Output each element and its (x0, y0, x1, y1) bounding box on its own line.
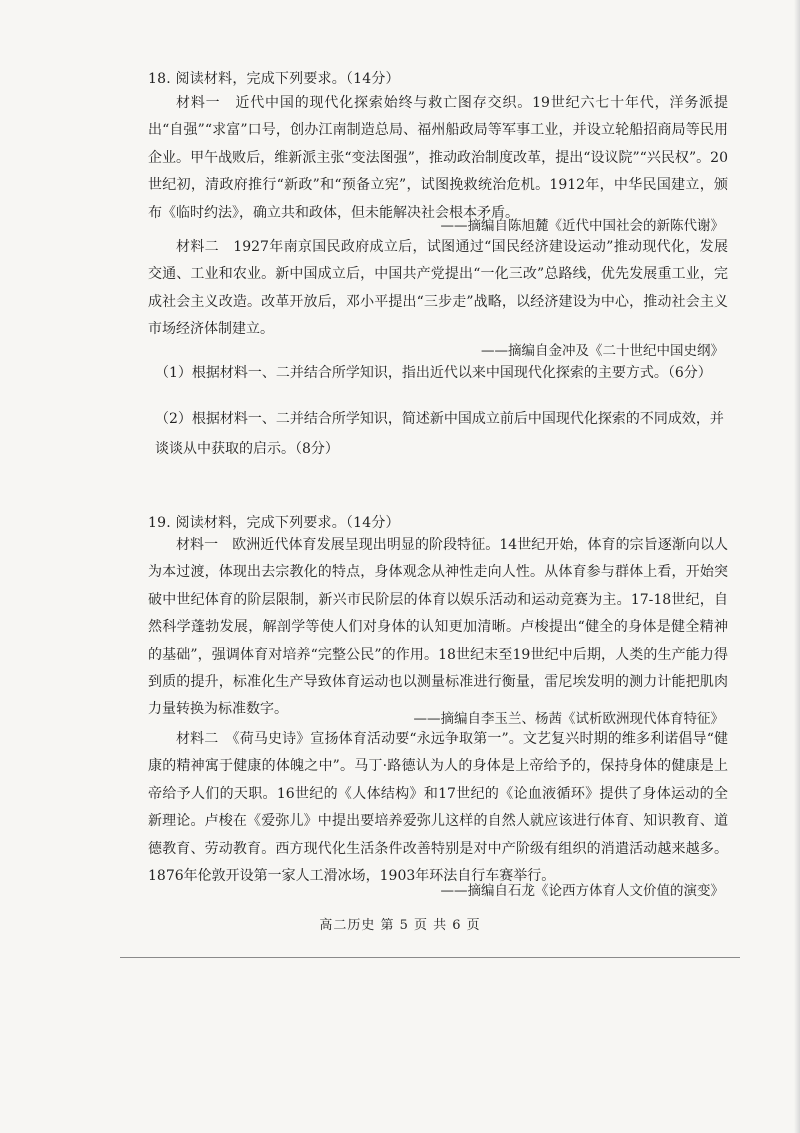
q19-material-1: 材料一 欧洲近代体育发展呈现出明显的阶段特征。14世纪开始，体育的宗旨逐渐向以人为本过渡，体现出去宗教化的特点，身体观念从神性走向人性。从体育参与群体上看，开始突破中世纪体育的阶层限制，新兴市民阶层的体育以娱乐活动和运动竞赛为主。17-18世纪，自然科学蓬勃发展，解剖学等使人们对身体的认知更加清晰。卢梭提出“健全的身体是健全精神的基础”，强调体育对培养“完整公民”的作用。18世纪末至19世纪中后期，人类的生产能力得到质的提升，标准化生产导致体育运动也以测量标准进行衡量，雷尼埃发明的测力计能把肌肉力量转换为标准数字。 (148, 537, 728, 718)
page-footer: 高二历史 第 5 页 共 6 页 (319, 918, 481, 933)
q18-question-2: （2）根据材料一、二并结合所学知识，简述新中国成立前后中国现代化探索的不同成效，并谈谈从中获取的启示。（8分） (155, 411, 724, 457)
q18-question-1: （1）根据材料一、二并结合所学知识，指出近代以来中国现代化探索的主要方式。（6分） (155, 365, 712, 381)
q18-source-2: ——摘编自金冲及《二十世纪中国史纲》 (481, 343, 724, 359)
q18-material-2: 材料二 1927年南京国民政府成立后，试图通过“国民经济建设运动”推动现代化，发展交通、工业和农业。新中国成立后，中国共产党提出“一化三改”总路线，优先发展重工业，完成社会主义改造。改革开放后，邓小平提出“三步走”战略，以经济建设为中心，推动社会主义市场经济体制建立。 (148, 239, 728, 338)
q19-material-2: 材料二 《荷马史诗》宣扬体育活动要“永远争取第一”。文艺复兴时期的维多利诺倡导“健康的精神寓于健康的体魄之中”。马丁·路德认为人的身体是上帝给予的，保持身体的健康是上帝给予人们的天职。16世纪的《人体结构》和17世纪的《论血液循环》提供了身体运动的全新理论。卢梭在《爱弥儿》中提出要培养爱弥儿这样的自然人就应该进行体育、知识教育、道德教育、劳动教育。西方现代化生活条件改善特别是对中产阶级有组织的消遣活动越来越多。1876年伦敦开设第一家人工滑冰场，1903年环法自行车赛举行。 (148, 731, 728, 885)
q18-material-1: 材料一 近代中国的现代化探索始终与救亡图存交织。19世纪六七十年代，洋务派提出“自强”“求富”口号，创办江南制造总局、福州船政局等军事工业，并设立轮船招商局等民用企业。甲午战败后，维新派主张“变法图强”，推动政治制度改革，提出“设议院”“兴民权”。20世纪初，清政府推行“新政”和“预备立宪”，试图挽救统治危机。1912年，中华民国建立，颁布《临时约法》，确立共和政体，但未能解决社会根本矛盾。 (148, 95, 728, 221)
divider-line (120, 957, 740, 958)
q19-source-2: ——摘编自石龙《论西方体育人文价值的演变》 (440, 883, 724, 899)
q18-source-1: ——摘编自陈旭麓《近代中国社会的新陈代谢》 (440, 218, 724, 234)
question-18-title: 18. 阅读材料，完成下列要求。（14分） (148, 71, 400, 87)
question-19-title: 19. 阅读材料，完成下列要求。（14分） (148, 515, 400, 531)
q19-source-1: ——摘编自李玉兰、杨茜《试析欧洲现代体育特征》 (413, 711, 724, 727)
scan-edge-shadow (794, 0, 800, 1133)
